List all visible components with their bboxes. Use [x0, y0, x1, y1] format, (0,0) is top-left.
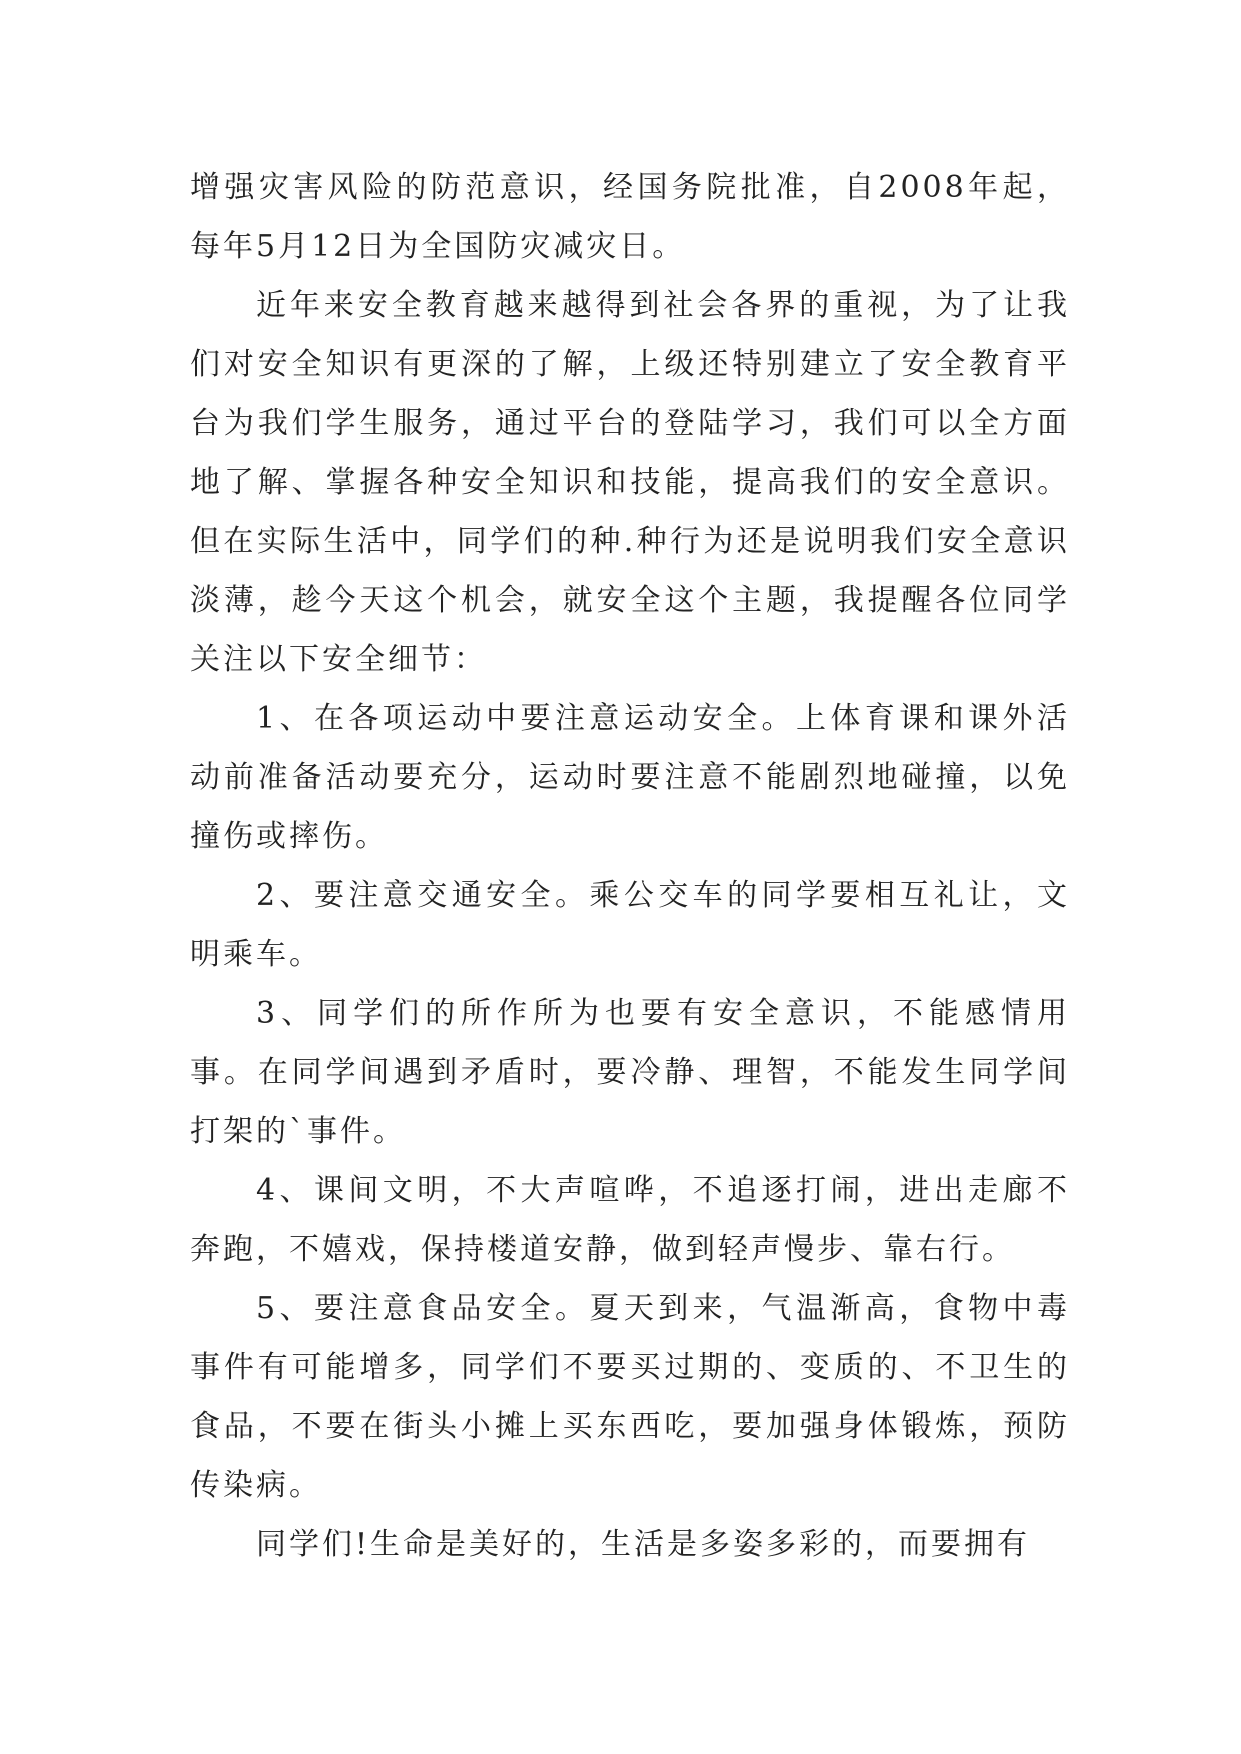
paragraph-item-3: 3、同学们的所作所为也要有安全意识，不能感情用事。在同学间遇到矛盾时，要冷静、理智，不能发生同学间打架的`事件。 — [190, 996, 1070, 1149]
paragraph-intro: 近年来安全教育越来越得到社会各界的重视，为了让我们对安全知识有更深的了解，上级还特别建立了安全教育平台为我们学生服务，通过平台的登陆学习，我们可以全方面地了解、掌握各种安全知识和技能，提高我们的安全意识。但在实际生活中，同学们的种.种行为还是说明我们安全意识淡薄，趁今天这个机会，就安全这个主题，我提醒各位同学关注以下安全细节： — [190, 288, 1070, 677]
paragraph-item-5: 5、要注意食品安全。夏天到来，气温渐高，食物中毒事件有可能增多，同学们不要买过期的、变质的、不卫生的食品，不要在街头小摊上买东西吃，要加强身体锻炼，预防传染病。 — [190, 1291, 1070, 1503]
paragraph-closing: 同学们!生命是美好的，生活是多姿多彩的，而要拥有 — [256, 1527, 1031, 1562]
paragraph-item-2: 2、要注意交通安全。乘公交车的同学要相互礼让，文明乘车。 — [190, 878, 1070, 972]
paragraph-item-4: 4、课间文明，不大声喧哗，不追逐打闹，进出走廊不奔跑，不嬉戏，保持楼道安静，做到轻声慢步、靠右行。 — [190, 1173, 1070, 1267]
paragraph-continuation: 增强灾害风险的防范意识，经国务院批准，自2008年起，每年5月12日为全国防灾减灾日。 — [190, 170, 1070, 264]
paragraph-item-1: 1、在各项运动中要注意运动安全。上体育课和课外活动前准备活动要充分，运动时要注意不能剧烈地碰撞，以免撞伤或摔伤。 — [190, 701, 1070, 854]
document-body — [190, 158, 1070, 1574]
